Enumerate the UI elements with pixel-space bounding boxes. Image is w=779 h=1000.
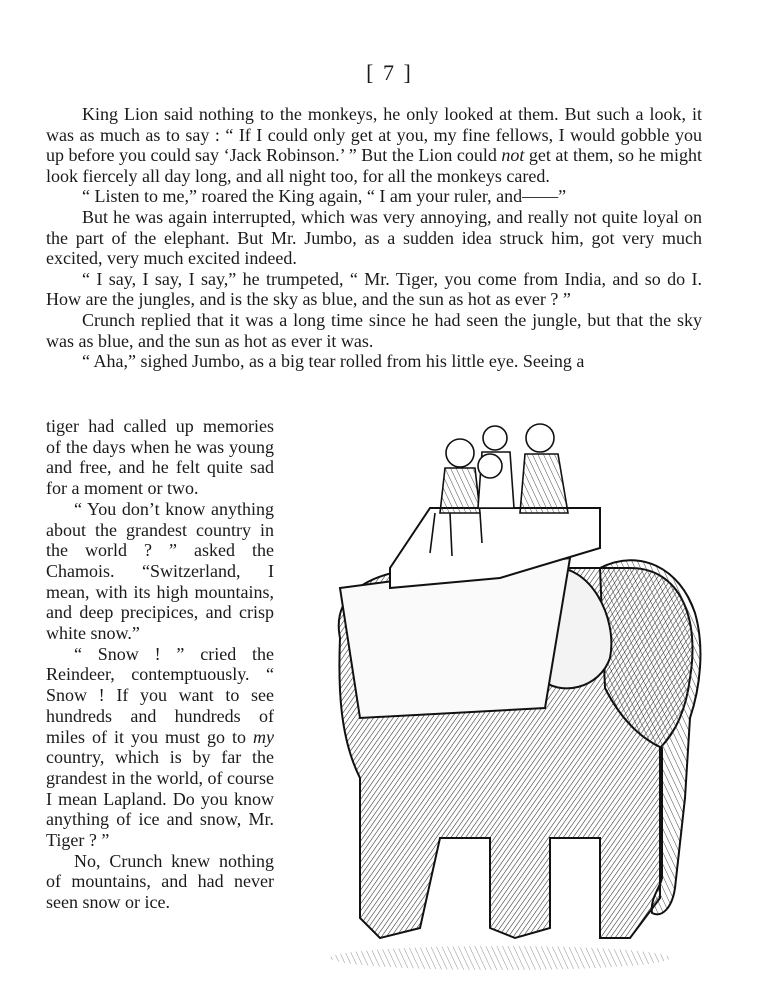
main-text	[46, 104, 702, 372]
paragraph-6: “ Aha,” sighed Jumbo, as a big tear rolled from his little eye. Seeing a	[82, 351, 585, 372]
emphasis: not	[501, 145, 525, 166]
paragraph-7: “ You don’t know anything about the grandest country in the world ? ” asked the Chamois. “Switzerland, I mean, with its high mountains, and deep precipices, and crisp white snow.”	[46, 498, 274, 644]
elephant-illustration	[300, 418, 720, 978]
paragraph-2: “ Listen to me,” roared the King again, “ I am your ruler, and——”	[82, 186, 567, 207]
paragraph-5: Crunch replied that it was a long time since he had seen the jungle, but that the sky was as blue, and the sun as hot as ever it was.	[46, 309, 702, 351]
paragraph-8: “ Snow ! ” cried the Reindeer, contemptuously. “ Snow ! If you want to see hundreds and hundreds of miles of it you must go to my country, which is by far the grandest in the world, of course I mean Lapland. Do you know anything of ice and snow, Mr. Tiger ? ”	[46, 643, 274, 851]
paragraph-6-continued: tiger had called up memories of the days when he was young and free, and he felt quite sad for a moment or two.	[46, 416, 274, 499]
paragraph-4: “ I say, I say, I say,” he trumpeted, “ Mr. Tiger, you come from India, and so do I. How are the jungles, and is the sky as blue, and the sun as hot as ever ? ”	[46, 268, 702, 310]
page-number: [ 7 ]	[366, 60, 413, 85]
emphasis: my	[253, 726, 274, 747]
paragraph-9: No, Crunch knew nothing of mountains, and had never seen snow or ice.	[46, 850, 274, 913]
side-column-text	[46, 416, 274, 913]
paragraph-1: King Lion said nothing to the monkeys, he only looked at them. But such a look, it was as much as to say : “ If I could only get at you, my fine fellows, I would gobble you up before you could say ‘Jack Robinson.’ ” But the Lion could not get at them, so he might look fiercely all day long, and all night too, for all the monkeys cared.	[46, 104, 703, 186]
ground-shadow	[330, 946, 670, 970]
paragraph-3: But he was again interrupted, which was very annoying, and really not quite loyal on the part of the elephant. But Mr. Jumbo, as a sudden idea struck him, got very much excited, very much excited indeed.	[46, 206, 702, 269]
